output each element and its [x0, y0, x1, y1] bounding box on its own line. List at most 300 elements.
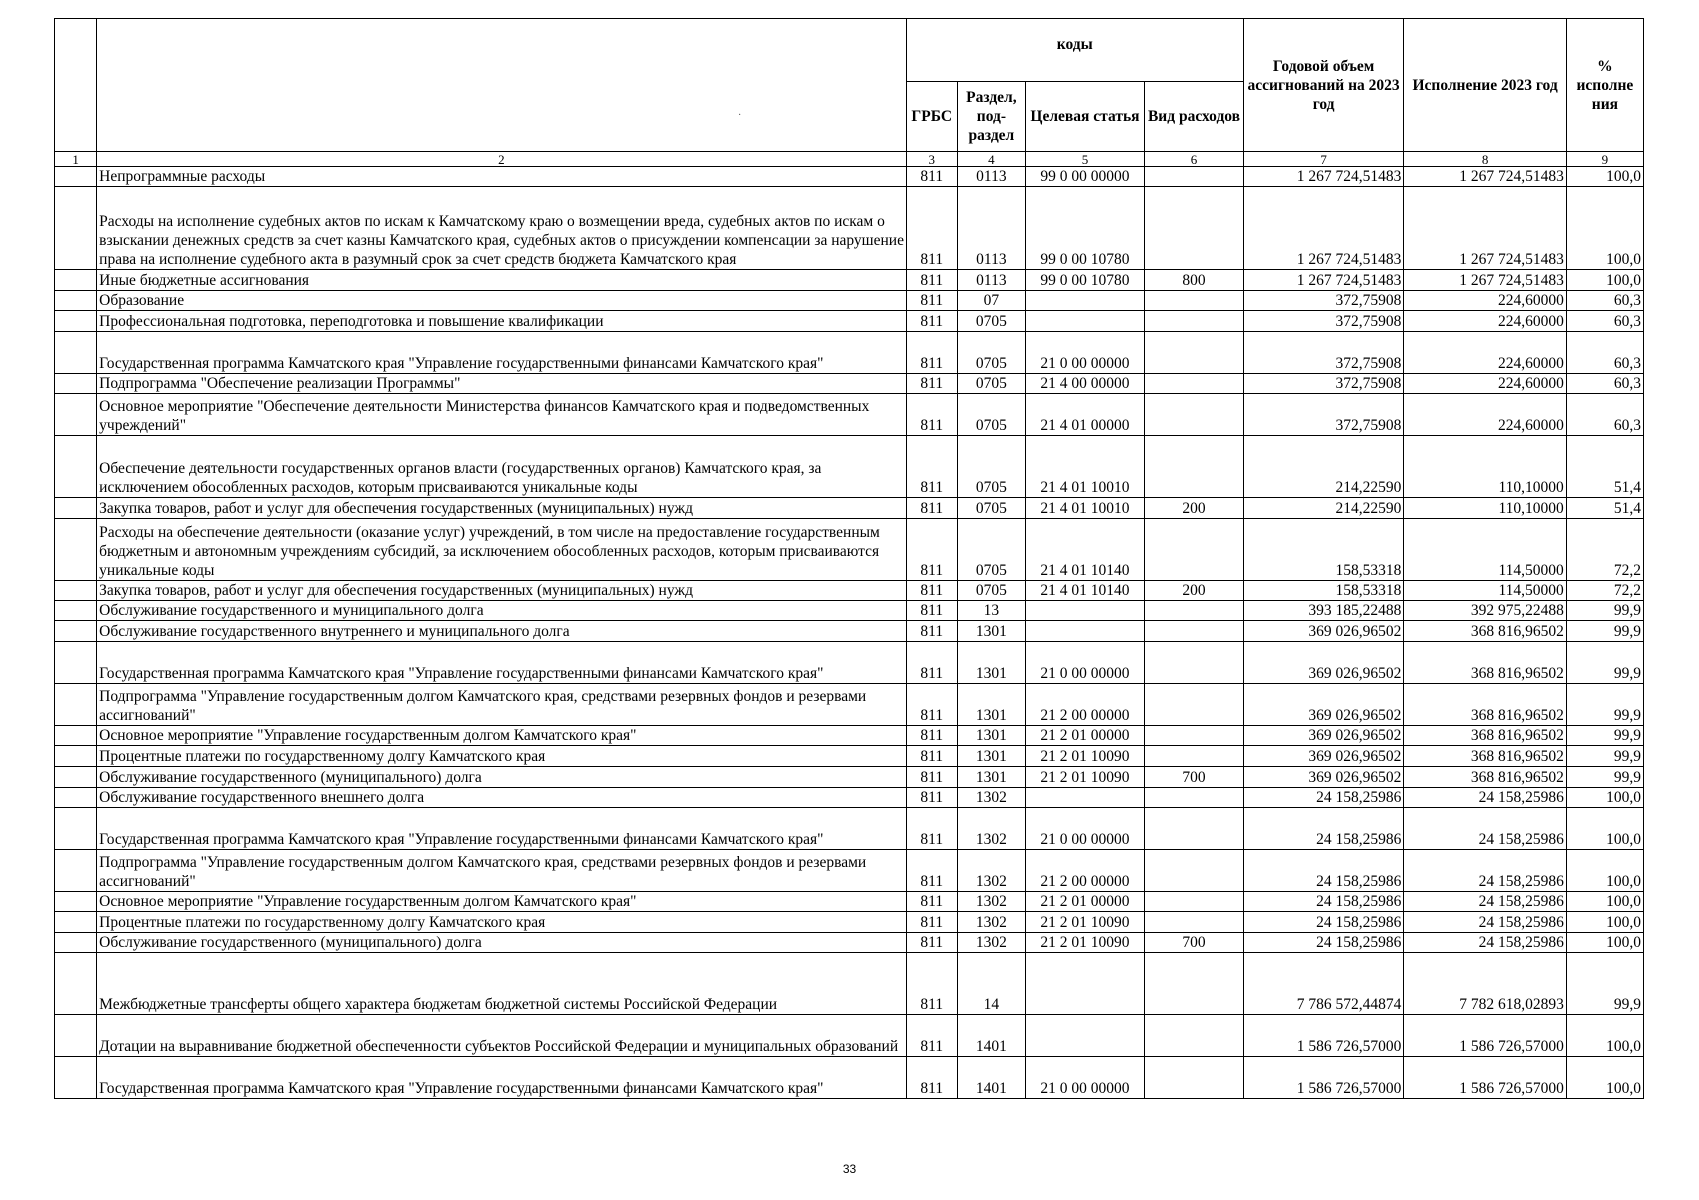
row-name: Обслуживание государственного и муниципального долга: [97, 601, 906, 621]
row-percent: 100,0: [1566, 187, 1643, 270]
row-grbs: 811: [906, 892, 957, 912]
row-grbs: 811: [906, 933, 957, 953]
row-vid: [1145, 436, 1244, 498]
table-row: [55, 436, 1644, 498]
row-grbs: 811: [906, 808, 957, 850]
row-percent: 51,4: [1566, 498, 1643, 519]
row-celevaya: 21 4 01 10140: [1025, 519, 1144, 581]
row-razdel: 0113: [957, 167, 1025, 187]
row-celevaya: 21 2 01 10090: [1025, 767, 1144, 788]
row-percent: 99,9: [1566, 621, 1643, 642]
table-row: [55, 519, 1644, 581]
row-celevaya: 21 2 01 10090: [1025, 746, 1144, 767]
row-grbs: 811: [906, 953, 957, 1015]
row-grbs: 811: [906, 291, 957, 311]
row-celevaya: 21 2 01 00000: [1025, 726, 1144, 746]
row-execution: 392 975,22488: [1404, 601, 1566, 621]
row-execution: 24 158,25986: [1404, 788, 1566, 808]
row-name: Межбюджетные трансферты общего характера бюджетам бюджетной системы Российской Федерации: [97, 953, 906, 1015]
row-index-cell: [55, 642, 97, 684]
row-execution: 1 267 724,51483: [1404, 270, 1566, 291]
table-row: [55, 394, 1644, 436]
row-execution: 224,60000: [1404, 374, 1566, 394]
row-name: Непрограммные расходы: [97, 167, 906, 187]
row-vid: 200: [1145, 498, 1244, 519]
row-annual: 369 026,96502: [1243, 767, 1403, 788]
row-grbs: 811: [906, 726, 957, 746]
row-razdel: 0113: [957, 187, 1025, 270]
row-razdel: 13: [957, 601, 1025, 621]
row-vid: [1145, 332, 1244, 374]
row-razdel: 0705: [957, 498, 1025, 519]
row-annual: 1 586 726,57000: [1243, 1015, 1403, 1057]
row-index-cell: [55, 1057, 97, 1099]
row-vid: [1145, 726, 1244, 746]
row-vid: [1145, 892, 1244, 912]
row-celevaya: 21 4 01 10010: [1025, 436, 1144, 498]
row-percent: 60,3: [1566, 291, 1643, 311]
row-vid: [1145, 1015, 1244, 1057]
row-execution: 1 267 724,51483: [1404, 167, 1566, 187]
row-razdel: 1301: [957, 684, 1025, 726]
row-vid: [1145, 167, 1244, 187]
row-name: Закупка товаров, работ и услуг для обеспечения государственных (муниципальных) нужд: [97, 498, 906, 519]
row-percent: 60,3: [1566, 332, 1643, 374]
row-vid: [1145, 788, 1244, 808]
row-index-cell: [55, 912, 97, 933]
row-index-cell: [55, 311, 97, 332]
row-index-cell: [55, 581, 97, 601]
row-razdel: 1302: [957, 850, 1025, 892]
row-percent: 100,0: [1566, 167, 1643, 187]
row-vid: [1145, 394, 1244, 436]
table-body: [55, 167, 1644, 1099]
row-index-cell: [55, 788, 97, 808]
row-vid: [1145, 912, 1244, 933]
row-execution: 24 158,25986: [1404, 892, 1566, 912]
row-annual: 158,53318: [1243, 519, 1403, 581]
row-name: Иные бюджетные ассигнования: [97, 270, 906, 291]
table-row: [55, 291, 1644, 311]
row-execution: 110,10000: [1404, 498, 1566, 519]
header-grbs: ГРБС: [906, 82, 957, 152]
row-vid: [1145, 187, 1244, 270]
row-annual: 372,75908: [1243, 374, 1403, 394]
row-name: Закупка товаров, работ и услуг для обеспечения государственных (муниципальных) нужд: [97, 581, 906, 601]
row-annual: 214,22590: [1243, 498, 1403, 519]
row-name: Обеспечение деятельности государственных органов власти (государственных органов) Камчатского края, за исключением обособленных расходов, которым присваиваются уникальные коды: [97, 436, 906, 498]
row-name: Дотации на выравнивание бюджетной обеспеченности субъектов Российской Федерации и муниципальных образований: [97, 1015, 906, 1057]
table-row: [55, 498, 1644, 519]
row-razdel: 1302: [957, 892, 1025, 912]
row-name: Подпрограмма "Управление государственным долгом Камчатского края, средствами резервных фондов и резервами ассигнований": [97, 684, 906, 726]
row-celevaya: 21 0 00 00000: [1025, 1057, 1144, 1099]
row-execution: 1 267 724,51483: [1404, 187, 1566, 270]
row-vid: [1145, 642, 1244, 684]
row-percent: 99,9: [1566, 684, 1643, 726]
row-grbs: 811: [906, 746, 957, 767]
row-vid: [1145, 808, 1244, 850]
table-row: [55, 912, 1644, 933]
row-execution: 368 816,96502: [1404, 642, 1566, 684]
row-annual: 372,75908: [1243, 332, 1403, 374]
row-percent: 99,9: [1566, 601, 1643, 621]
row-razdel: 0705: [957, 436, 1025, 498]
row-grbs: 811: [906, 332, 957, 374]
row-percent: 99,9: [1566, 953, 1643, 1015]
column-number: 7: [1243, 152, 1403, 167]
row-grbs: 811: [906, 167, 957, 187]
row-razdel: 1301: [957, 767, 1025, 788]
row-index-cell: [55, 953, 97, 1015]
row-annual: 1 267 724,51483: [1243, 187, 1403, 270]
row-index-cell: [55, 498, 97, 519]
row-celevaya: 21 2 00 00000: [1025, 684, 1144, 726]
table-row: [55, 621, 1644, 642]
row-vid: 800: [1145, 270, 1244, 291]
table-row: [55, 746, 1644, 767]
row-name: Профессиональная подготовка, переподготовка и повышение квалификации: [97, 311, 906, 332]
row-name: Обслуживание государственного (муниципального) долга: [97, 767, 906, 788]
row-celevaya: [1025, 788, 1144, 808]
row-execution: 24 158,25986: [1404, 850, 1566, 892]
row-grbs: 811: [906, 1057, 957, 1099]
row-name: Государственная программа Камчатского края "Управление государственными финансами Камчатского края": [97, 332, 906, 374]
table-row: [55, 167, 1644, 187]
row-grbs: 811: [906, 1015, 957, 1057]
row-execution: 224,60000: [1404, 332, 1566, 374]
row-annual: 24 158,25986: [1243, 788, 1403, 808]
row-celevaya: 99 0 00 00000: [1025, 167, 1144, 187]
column-number: 3: [906, 152, 957, 167]
row-celevaya: 99 0 00 10780: [1025, 187, 1144, 270]
row-vid: 700: [1145, 767, 1244, 788]
row-index-cell: [55, 436, 97, 498]
row-razdel: 1301: [957, 642, 1025, 684]
budget-table-sheet: [54, 18, 1644, 1099]
row-percent: 60,3: [1566, 394, 1643, 436]
table-row: [55, 808, 1644, 850]
row-execution: 24 158,25986: [1404, 933, 1566, 953]
header-blank-2: [97, 19, 906, 152]
row-percent: 60,3: [1566, 311, 1643, 332]
row-index-cell: [55, 270, 97, 291]
page-number: 33: [842, 1162, 857, 1176]
row-annual: 24 158,25986: [1243, 850, 1403, 892]
row-index-cell: [55, 767, 97, 788]
header-percent: % исполне ния: [1566, 19, 1643, 152]
row-name: Государственная программа Камчатского края "Управление государственными финансами Камчатского края": [97, 1057, 906, 1099]
row-index-cell: [55, 892, 97, 912]
row-celevaya: 21 2 01 00000: [1025, 892, 1144, 912]
row-percent: 100,0: [1566, 808, 1643, 850]
column-number: 1: [55, 152, 97, 167]
row-razdel: 0705: [957, 581, 1025, 601]
row-annual: 1 586 726,57000: [1243, 1057, 1403, 1099]
row-celevaya: 21 4 01 10140: [1025, 581, 1144, 601]
row-annual: 369 026,96502: [1243, 621, 1403, 642]
row-vid: 700: [1145, 933, 1244, 953]
row-vid: [1145, 374, 1244, 394]
row-annual: 24 158,25986: [1243, 912, 1403, 933]
row-vid: [1145, 601, 1244, 621]
row-execution: 24 158,25986: [1404, 912, 1566, 933]
row-vid: [1145, 1057, 1244, 1099]
row-name: Государственная программа Камчатского края "Управление государственными финансами Камчатского края": [97, 642, 906, 684]
row-vid: 200: [1145, 581, 1244, 601]
row-index-cell: [55, 601, 97, 621]
header-codes-group: коды: [906, 19, 1243, 82]
row-celevaya: 21 2 01 10090: [1025, 933, 1144, 953]
row-vid: [1145, 311, 1244, 332]
row-execution: 1 586 726,57000: [1404, 1015, 1566, 1057]
table-row: [55, 767, 1644, 788]
row-name: Основное мероприятие "Обеспечение деятельности Министерства финансов Камчатского края и подведомственных учреждений": [97, 394, 906, 436]
row-celevaya: [1025, 601, 1144, 621]
table-row: [55, 892, 1644, 912]
row-index-cell: [55, 726, 97, 746]
row-annual: 24 158,25986: [1243, 892, 1403, 912]
row-annual: 369 026,96502: [1243, 684, 1403, 726]
row-execution: 224,60000: [1404, 394, 1566, 436]
row-grbs: 811: [906, 684, 957, 726]
row-execution: 24 158,25986: [1404, 808, 1566, 850]
row-index-cell: [55, 684, 97, 726]
row-annual: 372,75908: [1243, 291, 1403, 311]
row-grbs: 811: [906, 581, 957, 601]
table-row: [55, 187, 1644, 270]
row-percent: 100,0: [1566, 1015, 1643, 1057]
row-razdel: 0705: [957, 374, 1025, 394]
row-percent: 99,9: [1566, 642, 1643, 684]
table-row: [55, 642, 1644, 684]
row-razdel: 0705: [957, 394, 1025, 436]
row-execution: 114,50000: [1404, 581, 1566, 601]
row-razdel: 14: [957, 953, 1025, 1015]
row-name: Государственная программа Камчатского края "Управление государственными финансами Камчатского края": [97, 808, 906, 850]
header-annual-volume: Годовой объем ассигнований на 2023 год: [1243, 19, 1403, 152]
row-execution: 110,10000: [1404, 436, 1566, 498]
row-percent: 100,0: [1566, 912, 1643, 933]
row-index-cell: [55, 850, 97, 892]
row-name: Расходы на исполнение судебных актов по искам к Камчатскому краю о возмещении вреда, судебных актов по искам о взыскании денежных средств за счет казны Камчатского края, судебных актов о присуждении компенсации за нарушение права на исполнение судебного акта в разумный срок за счет средств бюджета Камчатского края: [97, 187, 906, 270]
row-razdel: 0705: [957, 332, 1025, 374]
row-percent: 100,0: [1566, 788, 1643, 808]
row-grbs: 811: [906, 187, 957, 270]
table-row: [55, 726, 1644, 746]
row-index-cell: [55, 374, 97, 394]
row-razdel: 1301: [957, 621, 1025, 642]
row-name: Образование: [97, 291, 906, 311]
row-percent: 51,4: [1566, 436, 1643, 498]
column-number: 6: [1145, 152, 1244, 167]
row-razdel: 1302: [957, 808, 1025, 850]
row-grbs: 811: [906, 436, 957, 498]
row-execution: 368 816,96502: [1404, 767, 1566, 788]
row-index-cell: [55, 167, 97, 187]
row-index-cell: [55, 332, 97, 374]
row-percent: 100,0: [1566, 270, 1643, 291]
row-razdel: 07: [957, 291, 1025, 311]
row-razdel: 1401: [957, 1057, 1025, 1099]
row-percent: 99,9: [1566, 746, 1643, 767]
row-index-cell: [55, 933, 97, 953]
row-vid: [1145, 621, 1244, 642]
row-grbs: 811: [906, 498, 957, 519]
table-row: [55, 374, 1644, 394]
row-percent: 60,3: [1566, 374, 1643, 394]
budget-execution-table: [54, 18, 1644, 1099]
row-grbs: 811: [906, 642, 957, 684]
row-grbs: 811: [906, 374, 957, 394]
row-percent: 100,0: [1566, 933, 1643, 953]
row-grbs: 811: [906, 601, 957, 621]
table-row: [55, 581, 1644, 601]
row-razdel: 1401: [957, 1015, 1025, 1057]
row-name: Основное мероприятие "Управление государственным долгом Камчатского края": [97, 892, 906, 912]
row-name: Подпрограмма "Управление государственным долгом Камчатского края, средствами резервных фондов и резервами ассигнований": [97, 850, 906, 892]
row-razdel: 1302: [957, 933, 1025, 953]
row-index-cell: [55, 187, 97, 270]
row-celevaya: 99 0 00 10780: [1025, 270, 1144, 291]
row-annual: 24 158,25986: [1243, 808, 1403, 850]
table-row: [55, 933, 1644, 953]
row-grbs: 811: [906, 788, 957, 808]
row-celevaya: [1025, 1015, 1144, 1057]
row-celevaya: 21 2 00 00000: [1025, 850, 1144, 892]
row-percent: 100,0: [1566, 892, 1643, 912]
header-razdel: Раздел, под-раздел: [957, 82, 1025, 152]
row-execution: 7 782 618,02893: [1404, 953, 1566, 1015]
table-row: [55, 788, 1644, 808]
header-blank-1: [55, 19, 97, 152]
row-razdel: 0705: [957, 311, 1025, 332]
table-row: [55, 850, 1644, 892]
row-execution: 114,50000: [1404, 519, 1566, 581]
row-index-cell: [55, 808, 97, 850]
row-celevaya: [1025, 621, 1144, 642]
row-razdel: 0705: [957, 519, 1025, 581]
row-annual: 158,53318: [1243, 581, 1403, 601]
row-celevaya: 21 0 00 00000: [1025, 642, 1144, 684]
row-execution: 224,60000: [1404, 291, 1566, 311]
table-row: [55, 1057, 1644, 1099]
row-name: Основное мероприятие "Управление государственным долгом Камчатского края": [97, 726, 906, 746]
row-vid: [1145, 746, 1244, 767]
row-execution: 368 816,96502: [1404, 726, 1566, 746]
table-row: [55, 684, 1644, 726]
row-percent: 72,2: [1566, 581, 1643, 601]
row-annual: 214,22590: [1243, 436, 1403, 498]
row-execution: 368 816,96502: [1404, 746, 1566, 767]
row-execution: 368 816,96502: [1404, 684, 1566, 726]
scan-mark: ·: [738, 110, 742, 121]
row-index-cell: [55, 291, 97, 311]
row-annual: 393 185,22488: [1243, 601, 1403, 621]
row-vid: [1145, 291, 1244, 311]
row-percent: 99,9: [1566, 767, 1643, 788]
column-number-row: [55, 152, 1644, 167]
column-number: 2: [97, 152, 906, 167]
row-grbs: 811: [906, 850, 957, 892]
header-celevaya: Целевая статья: [1025, 82, 1144, 152]
row-percent: 99,9: [1566, 726, 1643, 746]
row-index-cell: [55, 1015, 97, 1057]
row-grbs: 811: [906, 311, 957, 332]
row-annual: 7 786 572,44874: [1243, 953, 1403, 1015]
row-annual: 1 267 724,51483: [1243, 270, 1403, 291]
row-vid: [1145, 850, 1244, 892]
table-row: [55, 270, 1644, 291]
row-annual: 369 026,96502: [1243, 726, 1403, 746]
row-celevaya: [1025, 953, 1144, 1015]
row-index-cell: [55, 746, 97, 767]
row-percent: 100,0: [1566, 850, 1643, 892]
row-execution: 224,60000: [1404, 311, 1566, 332]
row-annual: 369 026,96502: [1243, 746, 1403, 767]
header-execution: Исполнение 2023 год: [1404, 19, 1566, 152]
table-row: [55, 601, 1644, 621]
row-razdel: 1301: [957, 746, 1025, 767]
row-grbs: 811: [906, 767, 957, 788]
row-execution: 368 816,96502: [1404, 621, 1566, 642]
row-name: Обслуживание государственного внешнего долга: [97, 788, 906, 808]
column-number: 8: [1404, 152, 1566, 167]
row-annual: 24 158,25986: [1243, 933, 1403, 953]
table-row: [55, 311, 1644, 332]
table-row: [55, 1015, 1644, 1057]
row-name: Обслуживание государственного (муниципального) долга: [97, 933, 906, 953]
row-celevaya: [1025, 291, 1144, 311]
column-number: 5: [1025, 152, 1144, 167]
row-celevaya: 21 0 00 00000: [1025, 332, 1144, 374]
row-grbs: 811: [906, 270, 957, 291]
table-row: [55, 332, 1644, 374]
row-razdel: 1302: [957, 912, 1025, 933]
row-percent: 100,0: [1566, 1057, 1643, 1099]
row-vid: [1145, 953, 1244, 1015]
row-grbs: 811: [906, 912, 957, 933]
header-vid: Вид расходов: [1145, 82, 1244, 152]
column-number: 9: [1566, 152, 1643, 167]
table-row: [55, 953, 1644, 1015]
row-name: Расходы на обеспечение деятельности (оказание услуг) учреждений, в том числе на предоставление государственным бюджетным и автономным учреждениям субсидий, за исключением обособленных расходов, которым присваиваются уникальные коды: [97, 519, 906, 581]
row-celevaya: 21 4 01 10010: [1025, 498, 1144, 519]
column-number: 4: [957, 152, 1025, 167]
row-grbs: 811: [906, 519, 957, 581]
row-name: Подпрограмма "Обеспечение реализации Программы": [97, 374, 906, 394]
row-vid: [1145, 684, 1244, 726]
row-annual: 1 267 724,51483: [1243, 167, 1403, 187]
row-index-cell: [55, 394, 97, 436]
row-index-cell: [55, 621, 97, 642]
row-celevaya: 21 4 00 00000: [1025, 374, 1144, 394]
row-execution: 1 586 726,57000: [1404, 1057, 1566, 1099]
row-annual: 372,75908: [1243, 311, 1403, 332]
row-annual: 372,75908: [1243, 394, 1403, 436]
row-celevaya: [1025, 311, 1144, 332]
row-razdel: 0113: [957, 270, 1025, 291]
row-celevaya: 21 4 01 00000: [1025, 394, 1144, 436]
row-razdel: 1302: [957, 788, 1025, 808]
row-name: Процентные платежи по государственному долгу Камчатского края: [97, 746, 906, 767]
row-name: Обслуживание государственного внутреннего и муниципального долга: [97, 621, 906, 642]
row-index-cell: [55, 519, 97, 581]
row-grbs: 811: [906, 621, 957, 642]
row-celevaya: 21 0 00 00000: [1025, 808, 1144, 850]
row-celevaya: 21 2 01 10090: [1025, 912, 1144, 933]
row-name: Процентные платежи по государственному долгу Камчатского края: [97, 912, 906, 933]
